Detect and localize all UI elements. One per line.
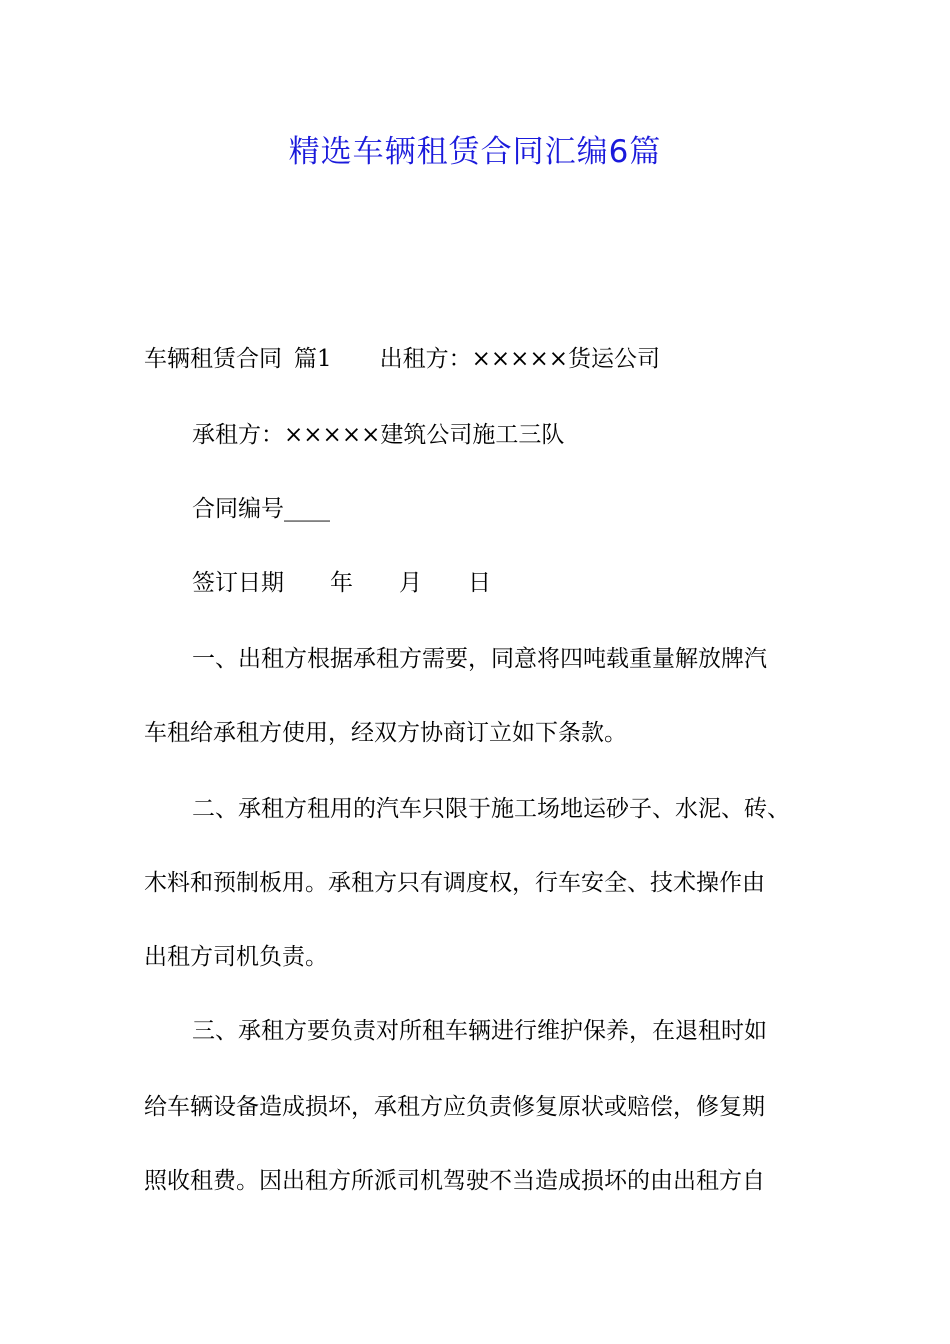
clause-3-line-2: 给车辆设备造成损坏，承租方应负责修复原状或赔偿，修复期 (144, 1094, 765, 1120)
document-title: 精选车辆租赁合同汇编6篇 (288, 134, 662, 170)
lessee-text: 承租方：×××××建筑公司施工三队 (192, 422, 565, 448)
signing-date-year: 年 (330, 570, 353, 596)
contract-name: 车辆租赁合同 (144, 346, 282, 372)
clause-3-line-3: 照收租费。因出租方所派司机驾驶不当造成损坏的由出租方自 (144, 1168, 765, 1194)
lessor-text: 出租方：×××××货运公司 (379, 346, 660, 372)
clause-1-line-2: 车租给承租方使用，经双方协商订立如下条款。 (144, 720, 627, 746)
signing-date-month: 月 (399, 570, 422, 596)
clause-2-line-1: 二、承租方租用的汽车只限于施工场地运砂子、水泥、砖、 (192, 796, 790, 822)
signing-date (192, 567, 491, 599)
signing-date-label: 签订日期 (192, 570, 284, 596)
clause-2-line-2: 木料和预制板用。承租方只有调度权，行车安全、技术操作由 (144, 870, 765, 896)
section-label: 篇1 (294, 346, 332, 372)
clause-3-line-1: 三、承租方要负责对所租车辆进行维护保养，在退租时如 (192, 1018, 767, 1044)
contract-number: 合同编号____ (192, 496, 330, 522)
signing-date-day: 日 (468, 570, 491, 596)
clause-2-line-3: 出租方司机负责。 (144, 944, 328, 970)
clause-1-line-1: 一、出租方根据承租方需要，同意将四吨载重量解放牌汽 (192, 646, 767, 672)
header-line (144, 343, 660, 375)
